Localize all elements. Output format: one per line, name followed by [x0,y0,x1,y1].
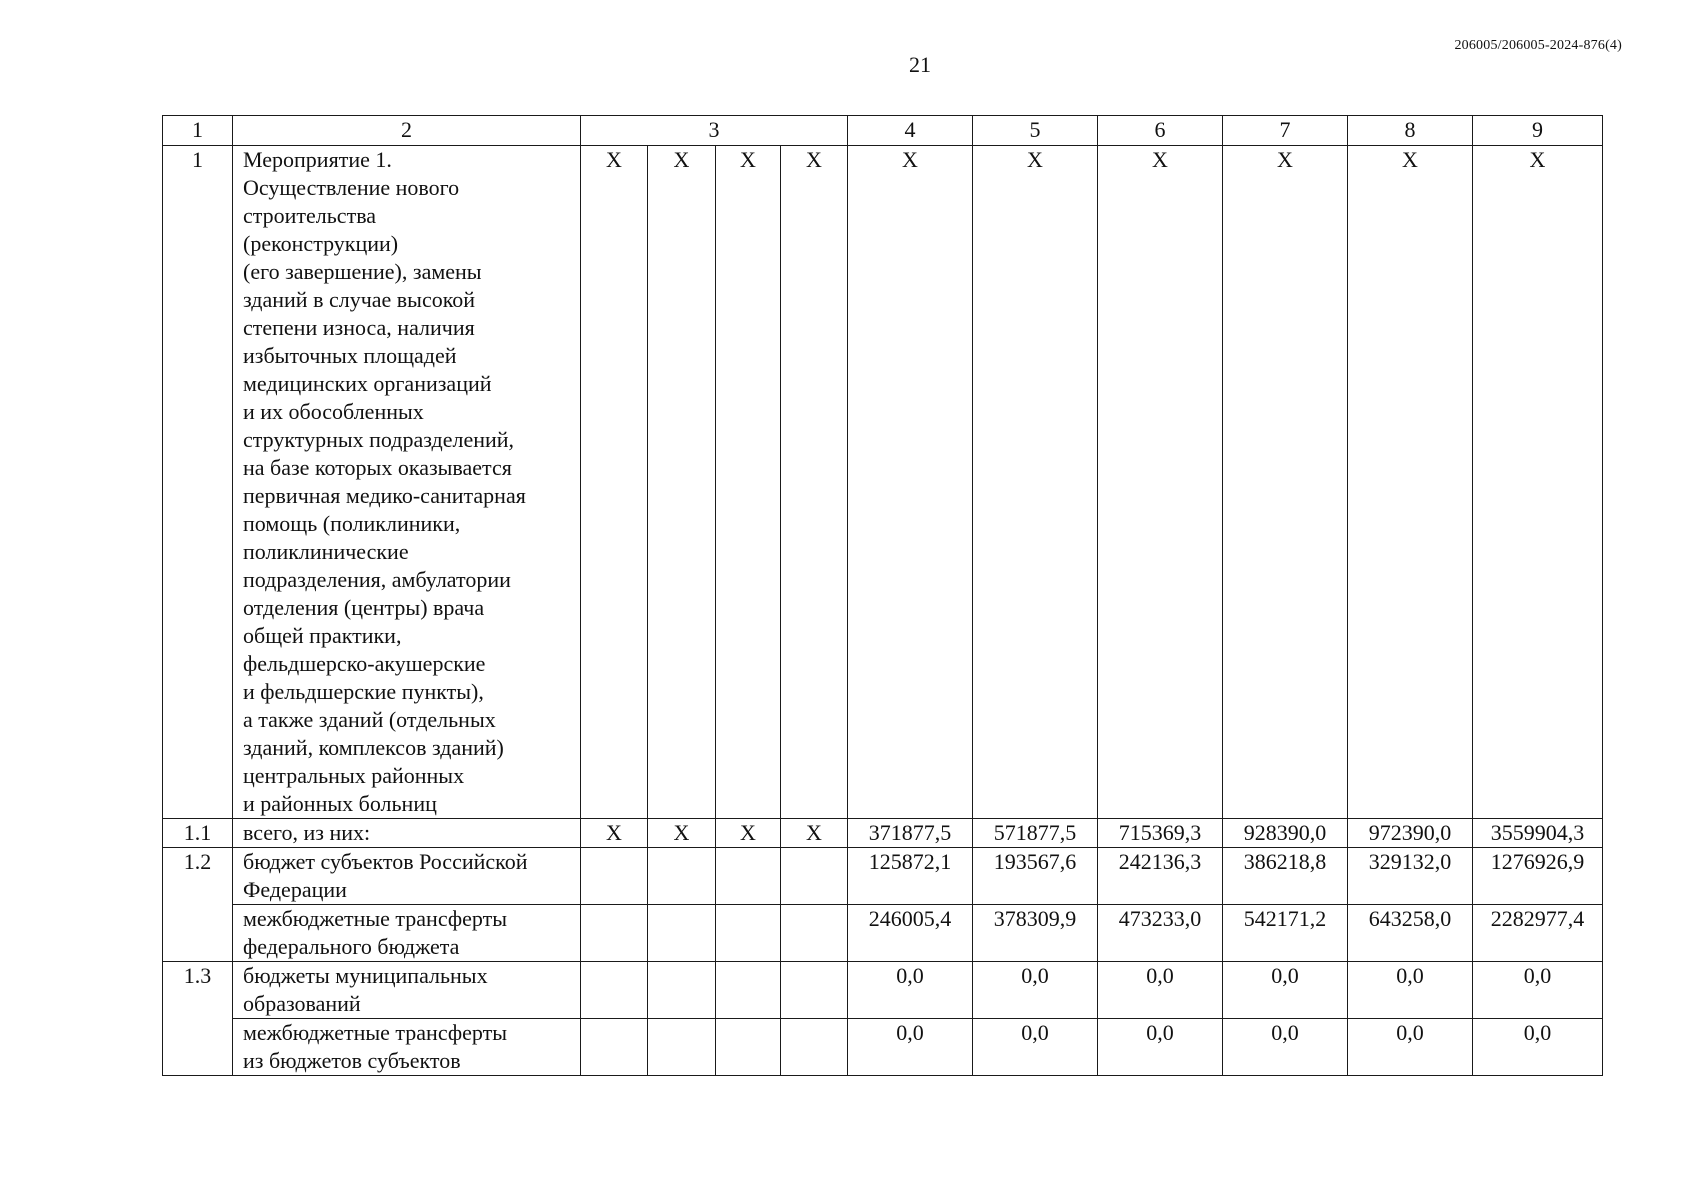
col3-cell [648,905,716,962]
header-cell-7: 7 [1223,116,1348,146]
col3-cell: X [716,819,781,848]
col3-cell [581,848,648,905]
value-cell: X [1223,146,1348,819]
row-label: бюджет субъектов Российской Федерации [233,848,581,905]
header-row [163,116,1603,146]
value-cell: 715369,3 [1098,819,1223,848]
value-cell: 0,0 [1223,962,1348,1019]
value-cell: 371877,5 [848,819,973,848]
row-number: 1.3 [163,962,233,1076]
value-cell: X [1348,146,1473,819]
header-cell-6: 6 [1098,116,1223,146]
value-cell: 571877,5 [973,819,1098,848]
col3-cell: X [581,819,648,848]
table-row [163,1019,1603,1076]
col3-cell [716,848,781,905]
col3-cell: X [648,146,716,819]
value-cell: X [848,146,973,819]
header-cell-1: 1 [163,116,233,146]
value-cell: 125872,1 [848,848,973,905]
document-id: 206005/206005-2024-876(4) [1454,38,1622,53]
page-number: 21 [909,52,931,77]
value-cell: X [1098,146,1223,819]
col3-cell [648,848,716,905]
row-number: 1.1 [163,819,233,848]
row-number: 1 [163,146,233,819]
value-cell: 643258,0 [1348,905,1473,962]
value-cell: X [1473,146,1603,819]
col3-cell: X [716,146,781,819]
value-cell: 329132,0 [1348,848,1473,905]
value-cell: 928390,0 [1223,819,1348,848]
value-cell: 378309,9 [973,905,1098,962]
budget-table [162,115,1603,1076]
value-cell: 972390,0 [1348,819,1473,848]
col3-cell: X [581,146,648,819]
col3-cell [716,1019,781,1076]
table-row [163,905,1603,962]
value-cell: 246005,4 [848,905,973,962]
header-cell-3: 3 [581,116,848,146]
header-cell-5: 5 [973,116,1098,146]
value-cell: 0,0 [848,962,973,1019]
col3-cell [716,962,781,1019]
value-cell: 0,0 [1098,962,1223,1019]
value-cell: 0,0 [848,1019,973,1076]
value-cell: 0,0 [1348,1019,1473,1076]
row-label: Мероприятие 1. Осуществление нового строительства (реконструкции) (его завершение), замены зданий в случае высокой степени износа, наличия избыточных площадей медицинских организаций и их обособленных структурных подразделений, на базе которых оказывается первичная медико-санитарная помощь (поликлиники, поликлинические подразделения, амбулатории отделения (центры) врача общей практики, фельдшерско-акушерские и фельдшерские пункты), а также зданий (отдельных зданий, комплексов зданий) центральных районных и районных больниц [233,146,581,819]
header-cell-4: 4 [848,116,973,146]
row-number: 1.2 [163,848,233,962]
row-label: межбюджетные трансферты федерального бюджета [233,905,581,962]
header-cell-8: 8 [1348,116,1473,146]
value-cell: 386218,8 [1223,848,1348,905]
value-cell: 1276926,9 [1473,848,1603,905]
row-label: межбюджетные трансферты из бюджетов субъектов [233,1019,581,1076]
col3-cell [648,962,716,1019]
col3-cell [716,905,781,962]
value-cell: 473233,0 [1098,905,1223,962]
col3-cell: X [648,819,716,848]
value-cell: 2282977,4 [1473,905,1603,962]
value-cell: 242136,3 [1098,848,1223,905]
col3-cell [781,905,848,962]
table-row [163,962,1603,1019]
value-cell: 0,0 [1223,1019,1348,1076]
col3-cell [781,1019,848,1076]
value-cell: 0,0 [1473,962,1603,1019]
value-cell: 0,0 [973,962,1098,1019]
value-cell: 0,0 [973,1019,1098,1076]
value-cell: 0,0 [1348,962,1473,1019]
col3-cell [581,1019,648,1076]
value-cell: 542171,2 [1223,905,1348,962]
row-label: бюджеты муниципальных образований [233,962,581,1019]
col3-cell [581,962,648,1019]
col3-cell: X [781,819,848,848]
row-label: всего, из них: [233,819,581,848]
header-cell-9: 9 [1473,116,1603,146]
value-cell: X [973,146,1098,819]
col3-cell [781,848,848,905]
value-cell: 0,0 [1473,1019,1603,1076]
col3-cell [648,1019,716,1076]
value-cell: 193567,6 [973,848,1098,905]
value-cell: 0,0 [1098,1019,1223,1076]
col3-cell [781,962,848,1019]
value-cell: 3559904,3 [1473,819,1603,848]
header-cell-2: 2 [233,116,581,146]
table-row [163,819,1603,848]
col3-cell [581,905,648,962]
table-row [163,146,1603,819]
table-row [163,848,1603,905]
col3-cell: X [781,146,848,819]
